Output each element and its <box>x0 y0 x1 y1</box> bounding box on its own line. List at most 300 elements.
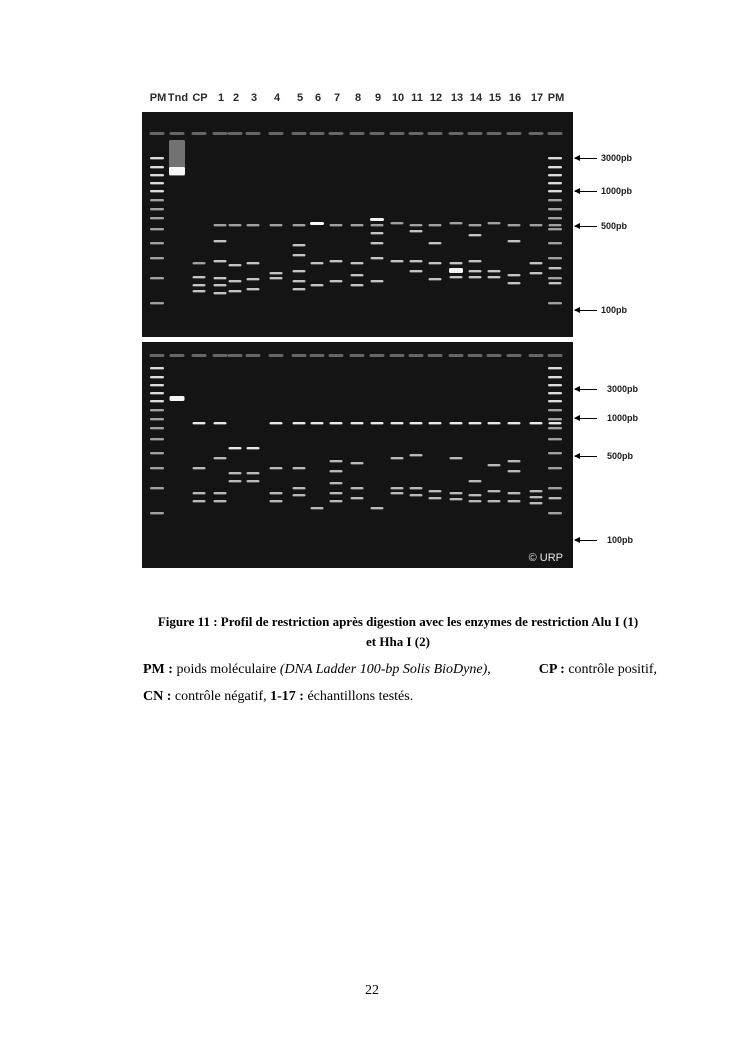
gel-band <box>350 354 365 357</box>
gel-band <box>487 132 502 135</box>
gel-band <box>469 224 482 226</box>
gel-band <box>508 282 521 284</box>
lane-label: 14 <box>469 92 483 104</box>
gel-band <box>214 240 227 242</box>
gel-band <box>150 182 164 184</box>
gel-band <box>310 222 324 225</box>
gel-band <box>214 457 227 459</box>
gel-band <box>548 384 562 386</box>
gel-band <box>488 222 501 224</box>
gel-band <box>311 284 324 286</box>
legend-range-key: 1-17 : <box>270 689 304 704</box>
gel-band <box>229 480 242 482</box>
gel-band <box>469 270 482 272</box>
gel-band <box>351 284 364 286</box>
gel-band <box>292 354 307 357</box>
gel-band <box>270 500 283 502</box>
gel-band <box>214 292 227 294</box>
gel-band <box>193 276 206 278</box>
gel-band <box>169 167 185 175</box>
gel-band <box>293 280 306 282</box>
lane-label: 8 <box>354 92 362 104</box>
gel-band <box>530 224 543 226</box>
gel-band <box>150 384 164 386</box>
gel-band <box>150 487 164 489</box>
gel-band <box>330 500 343 502</box>
gel-band <box>429 490 442 492</box>
gel-band <box>450 276 463 278</box>
gel-band <box>150 228 164 230</box>
gel-band <box>371 507 384 509</box>
gel-band <box>469 234 482 236</box>
gel-band <box>371 280 384 282</box>
marker-arrow <box>575 418 597 419</box>
legend-separator: , <box>487 662 491 677</box>
gel-band <box>530 496 543 498</box>
gel-band <box>548 438 562 440</box>
legend-cp-text: contrôle positif, <box>564 662 657 677</box>
gel-band <box>507 132 522 135</box>
gel-band <box>270 492 283 494</box>
gel-band <box>330 280 343 282</box>
lane-label: 12 <box>429 92 443 104</box>
page-number: 22 <box>365 983 379 998</box>
gel-band <box>192 354 207 357</box>
gel-band <box>507 354 522 357</box>
gel-band <box>530 490 543 492</box>
gel-band <box>371 232 384 234</box>
gel-band <box>150 400 164 402</box>
gel-band <box>450 457 463 459</box>
gel-band <box>548 409 562 411</box>
lane-label: Tnd <box>167 92 189 104</box>
gel-band <box>213 132 228 135</box>
gel-band <box>450 492 463 494</box>
gel-band <box>548 257 562 259</box>
gel-band <box>193 262 206 264</box>
gel-band <box>428 132 443 135</box>
lane-label: 6 <box>314 92 322 104</box>
gel-band <box>548 132 563 135</box>
gel-band <box>150 190 164 192</box>
lane-label: 2 <box>232 92 240 104</box>
legend-pm-key: PM : <box>143 662 173 677</box>
marker-arrow <box>575 389 597 390</box>
legend-pm-text: poids moléculaire <box>172 662 280 677</box>
gel-band <box>150 242 164 244</box>
gel-1-bands <box>142 112 573 337</box>
marker-label: 1000pb <box>607 413 639 423</box>
gel-band <box>409 132 424 135</box>
gel-band <box>370 354 385 357</box>
gel-band <box>410 230 423 232</box>
gel-band <box>529 132 544 135</box>
marker-arrow <box>575 158 597 159</box>
gel-band <box>488 270 501 272</box>
marker-arrow <box>575 226 597 227</box>
gel-band <box>193 500 206 502</box>
gel-band <box>391 422 404 424</box>
gel-band <box>150 409 164 411</box>
gel-band <box>213 354 228 357</box>
gel-band <box>350 132 365 135</box>
gel-band <box>311 262 324 264</box>
gel-band <box>449 132 464 135</box>
gel-band <box>270 422 283 424</box>
gel-band <box>214 260 227 262</box>
legend-cp <box>539 656 657 683</box>
gel-band <box>229 447 242 449</box>
gel-band <box>548 208 562 210</box>
gel-band <box>530 502 543 504</box>
gel-band <box>310 354 325 357</box>
gel-band <box>410 454 423 456</box>
gel-band <box>450 422 463 424</box>
gel-band <box>193 284 206 286</box>
gel-band <box>548 452 562 454</box>
gel-band <box>351 274 364 276</box>
gel-band <box>330 492 343 494</box>
gel-band <box>214 422 227 424</box>
gel-band <box>410 224 423 226</box>
gel-band <box>214 284 227 286</box>
marker-label: 100pb <box>601 305 628 315</box>
lane-label: 17 <box>530 92 544 104</box>
gel-band <box>270 272 283 274</box>
gel-band <box>410 494 423 496</box>
gel-band <box>548 302 562 304</box>
gel-band <box>193 467 206 469</box>
gel-band <box>270 467 283 469</box>
lane-label: CP <box>192 92 208 104</box>
gel-band <box>508 274 521 276</box>
gel-band <box>487 354 502 357</box>
gel-image-hha-i <box>142 342 573 568</box>
gel-band <box>150 257 164 259</box>
gel-band <box>170 396 185 401</box>
gel-band <box>508 492 521 494</box>
gel-band <box>548 512 562 514</box>
gel-band <box>293 224 306 226</box>
marker-label: 500pb <box>601 221 628 231</box>
marker-label: 1000pb <box>601 186 633 196</box>
gel-band <box>548 166 562 168</box>
gel-band <box>310 132 325 135</box>
gel-band <box>548 392 562 394</box>
gel-band <box>351 262 364 264</box>
marker-arrow <box>575 456 597 457</box>
gel-band <box>469 480 482 482</box>
gel-band <box>450 222 463 224</box>
legend-range-text: échantillons testés. <box>303 689 414 704</box>
gel-band <box>488 276 501 278</box>
gel-band <box>548 182 562 184</box>
gel-band <box>548 418 562 420</box>
gel-band <box>293 422 306 424</box>
gel-band <box>329 132 344 135</box>
gel-band <box>530 422 543 424</box>
gel-band <box>391 260 404 262</box>
gel-band <box>311 422 324 424</box>
gel-band <box>170 132 185 135</box>
gel-band <box>214 224 227 226</box>
gel-band <box>548 487 562 489</box>
marker-label: 3000pb <box>601 153 633 163</box>
legend-line-1 <box>143 656 657 683</box>
lane-label: PM <box>149 92 167 104</box>
gel-band <box>229 224 242 226</box>
gel-band <box>529 354 544 357</box>
gel-band <box>390 132 405 135</box>
gel-band <box>549 497 562 499</box>
gel-band <box>410 270 423 272</box>
gel-band <box>371 224 384 226</box>
gel-band <box>293 270 306 272</box>
gel-band <box>150 354 165 357</box>
gel-band <box>351 497 364 499</box>
gel-band <box>269 132 284 135</box>
figure-legend <box>143 656 657 710</box>
lane-label: 5 <box>296 92 304 104</box>
gel-band <box>391 222 404 224</box>
gel-band <box>170 354 185 357</box>
gel-band <box>214 500 227 502</box>
gel-band <box>229 472 242 474</box>
legend-line-2 <box>143 683 657 710</box>
marker-arrow <box>575 310 597 311</box>
gel-band <box>351 487 364 489</box>
gel-band <box>193 422 206 424</box>
gel-band <box>330 470 343 472</box>
gel-band <box>247 278 260 280</box>
gel-band <box>150 452 164 454</box>
gel-band <box>150 418 164 420</box>
gel-band <box>410 487 423 489</box>
lane-label: 3 <box>250 92 258 104</box>
gel-band <box>311 507 324 509</box>
gel-band <box>488 490 501 492</box>
marker-label: 500pb <box>607 451 634 461</box>
gel-band <box>508 470 521 472</box>
gel-band <box>548 354 563 357</box>
gel-band <box>508 422 521 424</box>
gel-band <box>293 487 306 489</box>
gel-band <box>247 288 260 290</box>
gel-band <box>469 500 482 502</box>
gel-band <box>548 400 562 402</box>
gel-band <box>429 497 442 499</box>
gel-band <box>351 462 364 464</box>
gel-band <box>292 132 307 135</box>
gel-band <box>150 208 164 210</box>
gel-band <box>449 354 464 357</box>
legend-pm <box>143 656 491 683</box>
gel-band <box>247 480 260 482</box>
gel-band <box>429 422 442 424</box>
gel-band <box>391 457 404 459</box>
gel-band <box>508 500 521 502</box>
gel-band <box>391 487 404 489</box>
gel-band <box>548 242 562 244</box>
gel-band <box>508 460 521 462</box>
gel-band <box>293 254 306 256</box>
copyright-watermark: © URP <box>528 552 563 564</box>
gel-band <box>329 354 344 357</box>
gel-band <box>246 354 261 357</box>
caption-line-2: et Hha I (2) <box>366 634 430 649</box>
marker-label: 100pb <box>607 535 634 545</box>
gel-image-alu-i <box>142 112 573 337</box>
gel-band <box>548 367 562 369</box>
gel-band <box>469 494 482 496</box>
gel-band <box>508 224 521 226</box>
gel-band <box>150 512 164 514</box>
gel-band <box>370 218 384 221</box>
gel-band <box>330 482 343 484</box>
legend-cp-key: CP : <box>538 662 565 677</box>
gel-band <box>293 467 306 469</box>
gel-band <box>193 492 206 494</box>
gel-band <box>549 224 562 226</box>
gel-band <box>330 460 343 462</box>
gel-band <box>449 268 463 273</box>
gel-band <box>150 467 164 469</box>
gel-band <box>428 354 443 357</box>
gel-band <box>351 422 364 424</box>
legend-pm-italic: (DNA Ladder 100-bp Solis BioDyne) <box>279 662 488 677</box>
gel-band <box>468 354 483 357</box>
figure-caption <box>143 612 653 652</box>
gel-band <box>548 157 562 159</box>
gel-band <box>229 264 242 266</box>
gel-band <box>150 174 164 176</box>
gel-band <box>247 262 260 264</box>
gel-band <box>549 282 562 284</box>
gel-band <box>370 132 385 135</box>
gel-band <box>469 260 482 262</box>
gel-band <box>330 260 343 262</box>
gel-band <box>390 354 405 357</box>
legend-cn-key: CN : <box>143 689 172 704</box>
gel-band <box>150 132 165 135</box>
gel-band <box>468 132 483 135</box>
gel-band <box>270 277 283 279</box>
gel-band <box>351 224 364 226</box>
gel-band <box>229 280 242 282</box>
lane-label: 16 <box>508 92 522 104</box>
gel-band <box>247 472 260 474</box>
gel-band <box>548 199 562 201</box>
gel-band <box>548 376 562 378</box>
gel-band <box>488 422 501 424</box>
gel-band <box>429 242 442 244</box>
gel-band <box>247 447 260 449</box>
gel-band <box>488 500 501 502</box>
lane-label: PM <box>547 92 565 104</box>
gel-band <box>469 276 482 278</box>
lane-labels <box>143 92 573 110</box>
lane-label: 10 <box>391 92 405 104</box>
gel-band <box>548 467 562 469</box>
gel-band <box>150 166 164 168</box>
gel-band <box>450 262 463 264</box>
legend-cn-text: contrôle négatif, <box>171 689 271 704</box>
gel-band <box>246 132 261 135</box>
marker-arrow <box>575 540 597 541</box>
gel-band <box>270 224 283 226</box>
gel-band <box>371 242 384 244</box>
gel-band <box>429 262 442 264</box>
gel-band <box>409 354 424 357</box>
marker-label: 3000pb <box>607 384 639 394</box>
gel-band <box>150 427 164 429</box>
gel-band <box>150 199 164 201</box>
gel-band <box>269 354 284 357</box>
gel-band <box>548 174 562 176</box>
gel-band <box>293 288 306 290</box>
gel-band <box>548 190 562 192</box>
lane-label: 1 <box>217 92 225 104</box>
lane-label: 13 <box>450 92 464 104</box>
gel-band <box>469 422 482 424</box>
gel-band <box>150 277 164 279</box>
gel-band <box>548 228 562 230</box>
gel-band <box>193 290 206 292</box>
gel-band <box>150 367 164 369</box>
gel-band <box>410 260 423 262</box>
caption-line-1: Figure 11 : Profil de restriction après digestion avec les enzymes de restriction Alu I (1) <box>157 614 639 629</box>
gel-band <box>293 494 306 496</box>
gel-band <box>229 290 242 292</box>
gel-band <box>429 278 442 280</box>
gel-band <box>548 217 562 219</box>
gel-band <box>450 498 463 500</box>
gel-band <box>488 464 501 466</box>
gel-band <box>371 257 384 259</box>
gel-band <box>530 262 543 264</box>
gel-band <box>429 224 442 226</box>
gel-band <box>508 240 521 242</box>
lane-label: 7 <box>333 92 341 104</box>
gel-band <box>150 157 164 159</box>
gel-band <box>530 272 543 274</box>
gel-band <box>247 224 260 226</box>
gel-band <box>371 422 384 424</box>
gel-band <box>549 422 562 424</box>
gel-band <box>549 267 562 269</box>
gel-band <box>150 217 164 219</box>
gel-band <box>214 492 227 494</box>
lane-label: 11 <box>411 92 423 104</box>
gel-band <box>192 132 207 135</box>
lane-label: 15 <box>488 92 502 104</box>
gel-band <box>330 422 343 424</box>
gel-band <box>228 132 243 135</box>
gel-band <box>548 427 562 429</box>
gel-band <box>150 392 164 394</box>
gel-band <box>293 244 306 246</box>
gel-band <box>150 376 164 378</box>
gel-band <box>150 438 164 440</box>
gel-band <box>410 422 423 424</box>
gel-band <box>330 224 343 226</box>
marker-arrow <box>575 191 597 192</box>
lane-label: 9 <box>374 92 382 104</box>
gel-band <box>214 277 227 279</box>
gel-2-bands <box>142 342 573 568</box>
gel-band <box>150 302 164 304</box>
gel-band <box>548 277 562 279</box>
